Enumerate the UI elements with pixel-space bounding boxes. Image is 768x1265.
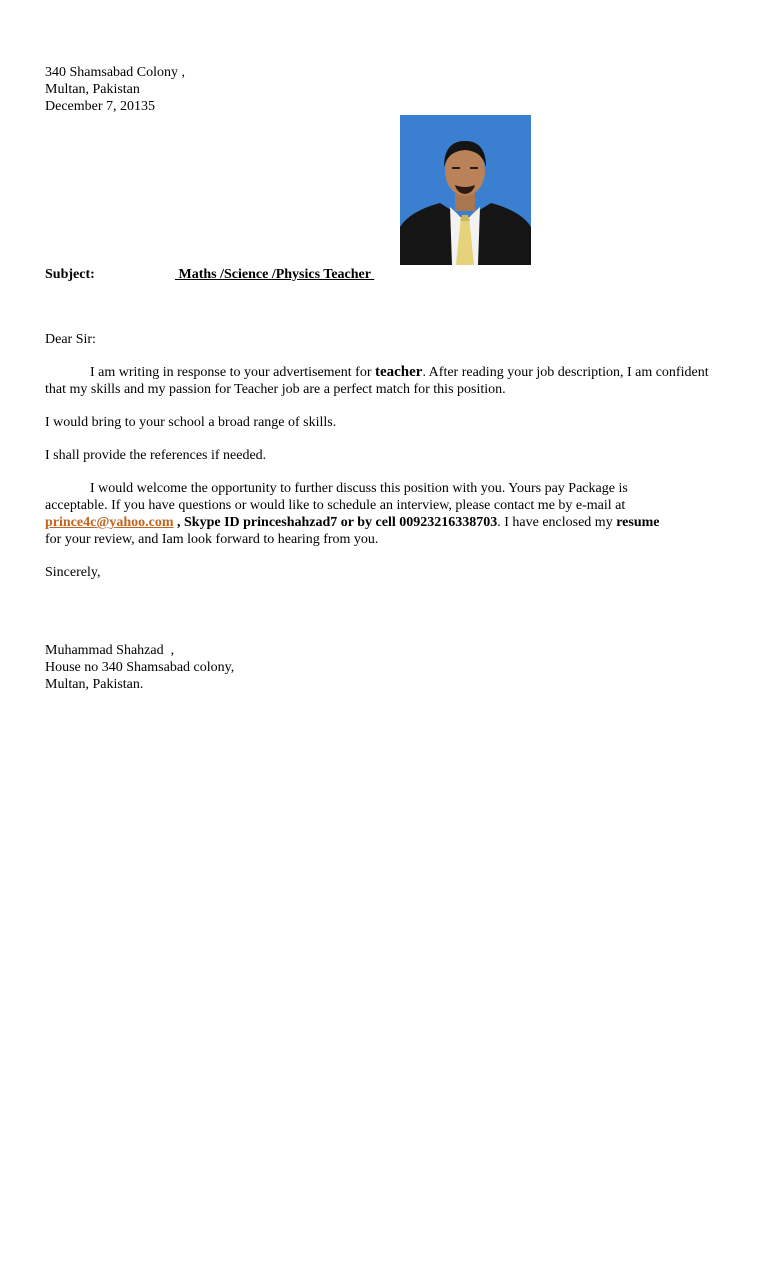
enclosed-text: . I have enclosed my (497, 515, 617, 530)
signature-name: Muhammad Shahzad , (45, 643, 175, 658)
portrait-illustration (400, 115, 531, 265)
salutation: Dear Sir: (45, 332, 96, 347)
paragraph-contact-line4: for your review, and Iam look forward to hearing from you. (45, 532, 379, 547)
signature-address-line1: House no 340 Shamsabad colony, (45, 660, 235, 675)
teacher-keyword: teacher (374, 364, 423, 380)
paragraph-references: I shall provide the references if needed. (45, 448, 267, 463)
paragraph-contact-line2: acceptable. If you have questions or would like to schedule an interview, please contact me by e-mail at (45, 498, 626, 513)
closing: Sincerely, (45, 565, 101, 580)
signature-address-line2: Multan, Pakistan. (45, 677, 144, 692)
paragraph-contact-line1: I would welcome the opportunity to further discuss this position with you. Yours pay Package is (90, 481, 628, 496)
paragraph-contact-line3 (45, 514, 660, 531)
portrait-photo (400, 115, 531, 265)
skype-and-cell-text: , Skype ID princeshahzad7 or by cell 00923216338703 (173, 515, 498, 530)
email-link[interactable]: prince4c@yahoo.com (45, 515, 174, 530)
paragraph-intro-text-before: I am writing in response to your advertisement for (90, 365, 375, 380)
sender-address-line1: 340 Shamsabad Colony , (45, 65, 185, 80)
subject-label: Subject: (45, 267, 95, 282)
paragraph-intro (45, 364, 715, 398)
resume-keyword: resume (616, 515, 660, 530)
subject-value: Maths /Science /Physics Teacher (175, 267, 375, 282)
letter-date: December 7, 20135 (45, 99, 156, 114)
paragraph-skills: I would bring to your school a broad range of skills. (45, 415, 337, 430)
sender-address-line2: Multan, Pakistan (45, 82, 140, 97)
paragraph-intro-text-after: . After reading your job description, I am confident that my skills and my passion for Teacher job are a perfect match for this position. (45, 365, 709, 397)
